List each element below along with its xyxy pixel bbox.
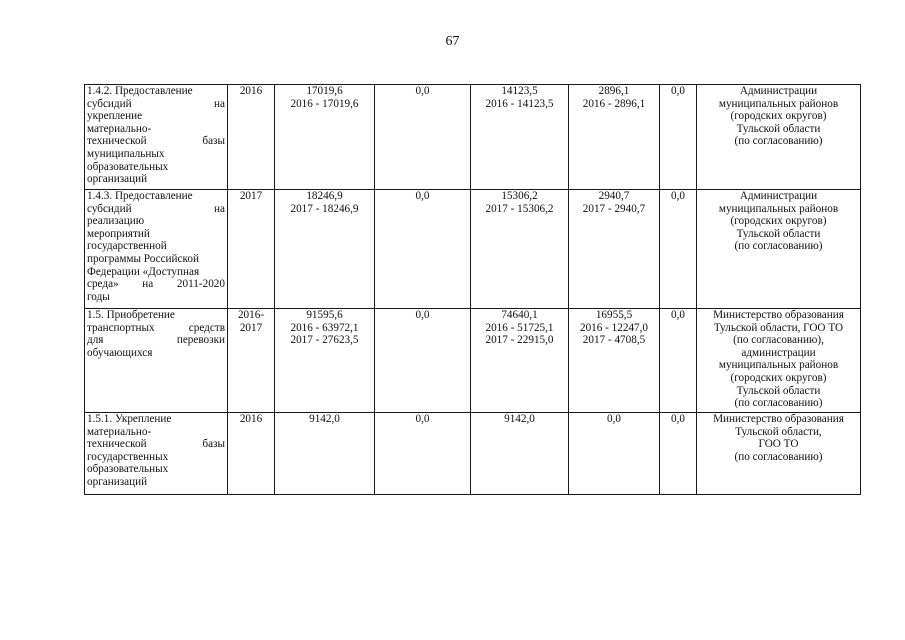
year-value: 2016 (239, 413, 263, 425)
regional-value: 14123,5 (501, 85, 538, 97)
regional-value: 2017 - 22915,0 (485, 334, 554, 347)
regional-cell (471, 190, 569, 309)
executor-line: (по согласованию) (734, 135, 823, 148)
regional-cell (471, 413, 569, 495)
total-value: 2017 - 27623,5 (290, 334, 359, 347)
extra-cell (660, 309, 697, 413)
executor-cell (697, 413, 861, 495)
executor-line: Тульской области, (735, 425, 822, 438)
extra-value: 0,0 (671, 190, 685, 202)
measure-name-line: организаций (87, 475, 148, 488)
measure-name-line: годы (87, 290, 110, 303)
total-cell (275, 413, 375, 495)
federal-value: 0,0 (415, 309, 430, 321)
municipal-value: 2896,1 (598, 85, 630, 97)
measure-name-cell (85, 190, 228, 309)
regional-value: 2017 - 15306,2 (485, 202, 554, 215)
total-value: 2016 - 63972,1 (290, 321, 359, 334)
measure-name-line: субсидий на (87, 202, 225, 215)
extra-value: 0,0 (671, 85, 685, 97)
total-value: 91595,6 (306, 309, 343, 321)
measure-name-line: мероприятий (87, 227, 150, 240)
measure-name-line: обучающихся (87, 346, 153, 359)
measure-name-line: 1.4.3. Предоставление (87, 190, 193, 202)
measure-name-line: 1.5.1. Укрепление (87, 413, 172, 425)
extra-cell (660, 85, 697, 190)
year-value: 2016- (237, 309, 265, 321)
total-value: 2017 - 18246,9 (290, 202, 359, 215)
extra-cell (660, 413, 697, 495)
executor-line: Тульской области (736, 227, 821, 240)
measure-name-line: транспортных средств (87, 321, 225, 334)
regional-value: 15306,2 (501, 190, 538, 202)
measure-name-line: 1.5. Приобретение (87, 309, 175, 321)
executor-cell (697, 309, 861, 413)
total-value: 17019,6 (306, 85, 343, 97)
regional-value: 2016 - 14123,5 (485, 97, 554, 110)
table-row (85, 413, 861, 495)
municipal-value: 2016 - 12247,0 (579, 321, 649, 334)
federal-value: 0,0 (415, 413, 430, 425)
funding-table (84, 84, 861, 495)
total-cell (275, 190, 375, 309)
measure-name-line: реализацию (87, 215, 145, 228)
year-cell (228, 309, 275, 413)
total-cell (275, 309, 375, 413)
measure-name-line: технической базы (87, 438, 225, 451)
executor-line: муниципальных районов (718, 97, 839, 110)
municipal-value: 16955,5 (595, 309, 633, 321)
year-value: 2017 (239, 321, 263, 334)
extra-cell (660, 190, 697, 309)
measure-name-line: 1.4.2. Предоставление (87, 85, 193, 97)
executor-line: (по согласованию), (733, 334, 824, 347)
year-cell (228, 190, 275, 309)
executor-line: муниципальных районов (718, 359, 839, 372)
measure-name-line: государственной (87, 240, 167, 253)
measure-name-line: муниципальных (87, 147, 165, 160)
year-cell (228, 413, 275, 495)
regional-cell (471, 85, 569, 190)
municipal-value: 0,0 (607, 413, 621, 425)
measure-name-line: материально- (87, 122, 152, 135)
measure-name-cell (85, 413, 228, 495)
table-row (85, 85, 861, 190)
table-row (85, 190, 861, 309)
page-number: 67 (445, 34, 460, 49)
municipal-cell (569, 309, 660, 413)
executor-line: (по согласованию) (734, 397, 823, 410)
executor-line: ГОО ТО (758, 438, 799, 451)
executor-line: Министерство образования (713, 413, 844, 425)
executor-line: (городских округов) (730, 215, 827, 228)
executor-line: Тульской области, ГОО ТО (713, 321, 844, 334)
executor-line: Министерство образования (713, 309, 844, 321)
measure-name-line: субсидий на (87, 97, 225, 110)
total-value: 9142,0 (309, 413, 340, 425)
measure-name-line: образовательных (87, 463, 169, 476)
measure-name-line: технической базы (87, 135, 225, 148)
measure-name-line: государственных (87, 450, 169, 463)
measure-name-cell (85, 85, 228, 190)
total-value: 18246,9 (306, 190, 343, 202)
federal-value: 0,0 (415, 190, 430, 202)
federal-cell (375, 413, 471, 495)
executor-cell (697, 190, 861, 309)
measure-name-line: укрепление (87, 110, 143, 123)
measure-name-line: материально- (87, 425, 152, 438)
executor-cell (697, 85, 861, 190)
executor-line: (по согласованию) (734, 240, 823, 253)
executor-line: Администрации (739, 85, 818, 97)
measure-name-line: среда» на 2011-2020 (87, 278, 225, 291)
total-value: 2016 - 17019,6 (290, 97, 359, 110)
regional-value: 2016 - 51725,1 (485, 321, 554, 334)
measure-name-line: организаций (87, 173, 148, 186)
federal-cell (375, 85, 471, 190)
extra-value: 0,0 (671, 413, 685, 425)
federal-cell (375, 309, 471, 413)
executor-line: (городских округов) (730, 110, 827, 123)
municipal-value: 2940,7 (598, 190, 630, 202)
table-row (85, 309, 861, 413)
executor-line: (городских округов) (730, 371, 827, 384)
municipal-cell (569, 190, 660, 309)
federal-value: 0,0 (415, 85, 430, 97)
federal-cell (375, 190, 471, 309)
municipal-cell (569, 85, 660, 190)
executor-line: Тульской области (736, 122, 821, 135)
regional-value: 74640,1 (501, 309, 538, 321)
regional-cell (471, 309, 569, 413)
year-value: 2016 (239, 85, 263, 97)
executor-line: (по согласованию) (734, 450, 823, 463)
measure-name-line: программы Российской (87, 252, 199, 265)
municipal-value: 2017 - 2940,7 (582, 202, 646, 215)
measure-name-line: для перевозки (87, 334, 225, 347)
municipal-cell (569, 413, 660, 495)
measure-name-line: образовательных (87, 160, 169, 173)
regional-value: 9142,0 (504, 413, 535, 425)
year-value: 2017 (239, 190, 263, 202)
measure-name-cell (85, 309, 228, 413)
measure-name-line: Федерации «Доступная (87, 265, 200, 278)
total-cell (275, 85, 375, 190)
extra-value: 0,0 (671, 309, 685, 321)
municipal-value: 2017 - 4708,5 (582, 334, 646, 347)
executor-line: Тульской области (736, 384, 821, 397)
executor-line: муниципальных районов (718, 202, 839, 215)
executor-line: администрации (741, 346, 816, 359)
year-cell (228, 85, 275, 190)
executor-line: Администрации (739, 190, 818, 202)
municipal-value: 2016 - 2896,1 (582, 97, 646, 110)
